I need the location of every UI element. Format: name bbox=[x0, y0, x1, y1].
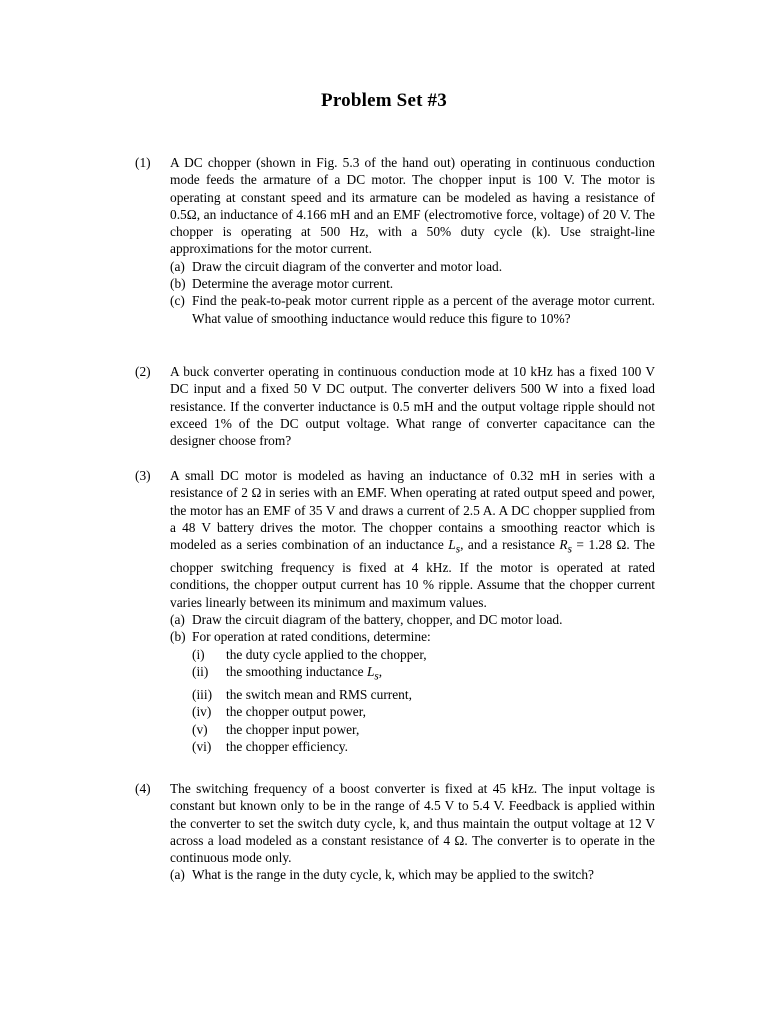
subpart bbox=[170, 738, 655, 755]
subpart bbox=[170, 703, 655, 720]
subpart-text: the smoothing inductance bbox=[226, 663, 364, 679]
problem-text: The switching frequency of a boost converter is fixed at 45 kHz. The input voltage is constant but known only to be in the range of 4.5 V to 5.4 V. Feedback is applied within the converter to set the switch duty cycle, k, and thus maintain the output voltage at 12 V across a load modeled as a constant resistance of 4 Ω. The converter is to operate in the continuous mode only. bbox=[170, 781, 655, 866]
part-label: (a) bbox=[170, 258, 185, 274]
problem-text: A buck converter operating in continuous conduction mode at 10 kHz has a fixed 100 V DC input and a fixed 50 V DC output. The converter delivers 500 W into a fixed load resistance. If the converter inductance is 0.5 mH and the output voltage ripple should not exceed 1% of the DC output voltage. What range of converter capacitance can the designer choose from? bbox=[170, 364, 655, 449]
subpart-label: (iv) bbox=[192, 704, 212, 720]
part-label: (c) bbox=[170, 293, 185, 309]
problem-3 bbox=[135, 467, 655, 755]
rs-symbol: R bbox=[559, 537, 568, 553]
problem-number: (2) bbox=[135, 364, 151, 379]
part-label: (b) bbox=[170, 629, 186, 645]
problem-1 bbox=[135, 154, 655, 327]
ls-symbol: L bbox=[448, 537, 456, 553]
subpart: (ii) the smoothing inductance $L_s$, bbox=[192, 663, 383, 683]
subpart-label: (iii) bbox=[192, 686, 213, 702]
subpart-text: the chopper efficiency. bbox=[226, 738, 348, 754]
subpart bbox=[170, 646, 655, 663]
problem-part bbox=[170, 275, 655, 292]
problem-number: (4) bbox=[135, 781, 151, 796]
part-label: (b) bbox=[170, 276, 186, 292]
problem-part bbox=[170, 292, 655, 327]
part-text: Determine the average motor current. bbox=[192, 276, 394, 292]
part-label: (a) bbox=[170, 867, 185, 883]
problem-part bbox=[170, 628, 655, 645]
problem-number: (1) bbox=[135, 155, 151, 170]
subpart-label: (v) bbox=[192, 721, 208, 737]
subpart-text: the duty cycle applied to the chopper, bbox=[226, 646, 427, 662]
part-text: For operation at rated conditions, determine: bbox=[192, 629, 431, 645]
subpart-text: the chopper output power, bbox=[226, 704, 367, 720]
subpart-text: the switch mean and RMS current, bbox=[226, 686, 412, 702]
part-text: Find the peak-to-peak motor current ripple as a percent of the average motor current. What value of smoothing inductance would reduce this figure to 10%? bbox=[192, 293, 655, 326]
subpart-text: the chopper input power, bbox=[226, 721, 360, 737]
subpart-label: (vi) bbox=[192, 738, 212, 754]
problem-part bbox=[170, 611, 655, 628]
part-text: What is the range in the duty cycle, k, which may be applied to the switch? bbox=[192, 867, 594, 883]
problem-part bbox=[170, 258, 655, 275]
problem-text: A small DC motor is modeled as having an inductance of 0.32 mH in series with a resistance of 2 Ω in series with an EMF. When operating at rated output speed and power, the motor has an EMF of 35 V and draws a current of 2.5 A. A DC chopper supplied from a 48 V battery drives the motor. The chopper contains a smoothing reactor which is modeled as a series combination of an inductance $L_s$, and a resistance $R_s = 1.28$ Ω. The chopper switching frequency is fixed at 4 kHz. If the motor is operated at rated conditions, the chopper output current has 10 % ripple. Assume that the chopper current varies linearly between its minimum and maximum values. bbox=[170, 468, 655, 610]
part-label: (a) bbox=[170, 612, 185, 628]
problem-number: (3) bbox=[135, 468, 151, 483]
subpart-label: (i) bbox=[192, 646, 205, 662]
part-text: Draw the circuit diagram of the converter and motor load. bbox=[192, 258, 503, 274]
problem-4 bbox=[135, 780, 655, 884]
subpart-label: (ii) bbox=[192, 663, 209, 679]
problem-text: A DC chopper (shown in Fig. 5.3 of the hand out) operating in continuous conduction mode feeds the armature of a DC motor. The chopper input is 100 V. The motor is operating at constant speed and its armature can be modeled as having a resistance of 0.5Ω, an inductance of 4.166 mH and an EMF (electromotive force, voltage) of 20 V. The chopper is operating at 500 Hz, with a 50% duty cycle (k). Use straight-line approximations for the motor current. bbox=[170, 155, 655, 257]
subpart bbox=[170, 721, 655, 738]
part-text: Draw the circuit diagram of the battery, chopper, and DC motor load. bbox=[192, 612, 563, 628]
page-title: Problem Set #3 bbox=[321, 90, 447, 111]
problem-part bbox=[170, 866, 655, 883]
problem-2 bbox=[135, 363, 655, 449]
subpart bbox=[170, 686, 655, 703]
